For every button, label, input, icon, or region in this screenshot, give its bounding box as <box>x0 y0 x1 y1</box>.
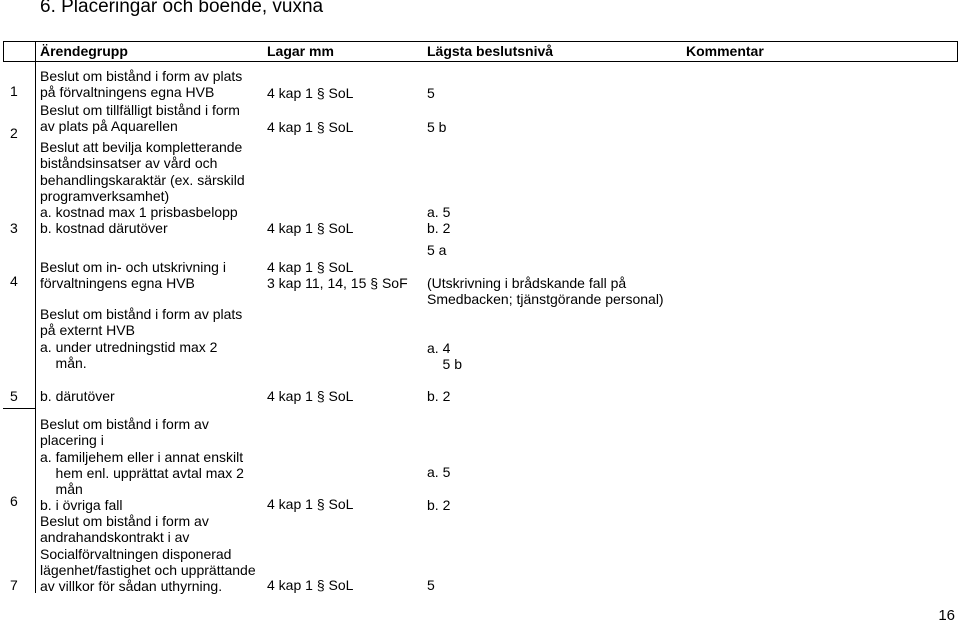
lagrum-text: 4 kap 1 § SoL <box>267 577 354 593</box>
arende-text: Beslut om bistånd i form av andrahandskontrakt i av Socialförvaltningen disponerad lägenhet/fastighet och upprättande av villkor för sådan uthyrning. <box>40 513 256 595</box>
row-number: 2 <box>10 125 18 141</box>
header-kommentar: Kommentar <box>686 43 764 59</box>
lagrum-text: 4 kap 1 § SoL <box>267 119 354 135</box>
lagrum-text: 4 kap 1 § SoL <box>267 496 354 512</box>
beslutsniva-text: 5 a <box>427 242 447 258</box>
lagrum-text: 4 kap 1 § SoL <box>267 220 354 236</box>
row-number: 4 <box>10 273 18 289</box>
number-column-divider <box>35 41 36 593</box>
lagrum-text: 4 kap 1 § SoL <box>267 85 354 101</box>
arende-text: Beslut om in- och utskrivning i förvaltningens egna HVB <box>40 259 226 292</box>
beslutsniva-text: a. 5 b. 2 <box>427 204 451 237</box>
lagrum-text: 4 kap 1 § SoL <box>267 388 354 404</box>
header-beslutsniva: Lägsta beslutsnivå <box>427 43 554 59</box>
table-border-left <box>3 41 4 61</box>
row-number: 3 <box>10 220 18 236</box>
row-number: 1 <box>10 83 18 99</box>
row-divider-5-6 <box>3 408 35 409</box>
kommentar-text: (Utskrivning i brådskande fall på Smedbacken; tjänstgörande personal) <box>427 275 664 308</box>
row-number: 7 <box>10 577 18 593</box>
beslutsniva-text: a. 5 b. 2 <box>427 464 451 513</box>
arende-text: Beslut om bistånd i form av placering i a. familjehem eller i annat enskilt hem enl. upprättat avtal max 2 mån b. i övriga fall <box>40 416 244 514</box>
beslutsniva-text: 5 <box>427 577 435 593</box>
header-arendegrupp: Ärendegrupp <box>40 43 128 59</box>
page-number: 16 <box>938 607 955 624</box>
beslutsniva-text: 5 b <box>427 119 447 135</box>
table-border-right <box>957 41 958 61</box>
beslutsniva-text: a. 4 5 b <box>427 340 463 373</box>
arende-text: Beslut om tillfälligt bistånd i form av plats på Aquarellen <box>40 102 240 135</box>
beslutsniva-text: b. 2 <box>427 388 451 404</box>
page-title: 6. Placeringar och boende, vuxna <box>40 0 324 17</box>
arende-text: Beslut om bistånd i form av plats på förvaltningens egna HVB <box>40 68 243 101</box>
row-number: 6 <box>10 493 18 509</box>
header-lagrum: Lagar mm <box>267 43 334 59</box>
header-underline <box>3 61 958 62</box>
arende-text: Beslut om bistånd i form av plats på externt HVB a. under utredningstid max 2 mån. <box>40 306 243 371</box>
lagrum-text: 4 kap 1 § SoL 3 kap 11, 14, 15 § SoF <box>267 259 408 292</box>
row-number: 5 <box>10 388 18 404</box>
arende-text: Beslut att bevilja kompletterande biståndsinsatser av vård och behandlingskaraktär (ex. särskild programverksamhet) a. kostnad max 1 prisbasbelopp b. kostnad därutöver <box>40 139 245 237</box>
arende-text: b. därutöver <box>40 388 115 404</box>
table-border-top <box>3 41 958 42</box>
beslutsniva-text: 5 <box>427 85 435 101</box>
